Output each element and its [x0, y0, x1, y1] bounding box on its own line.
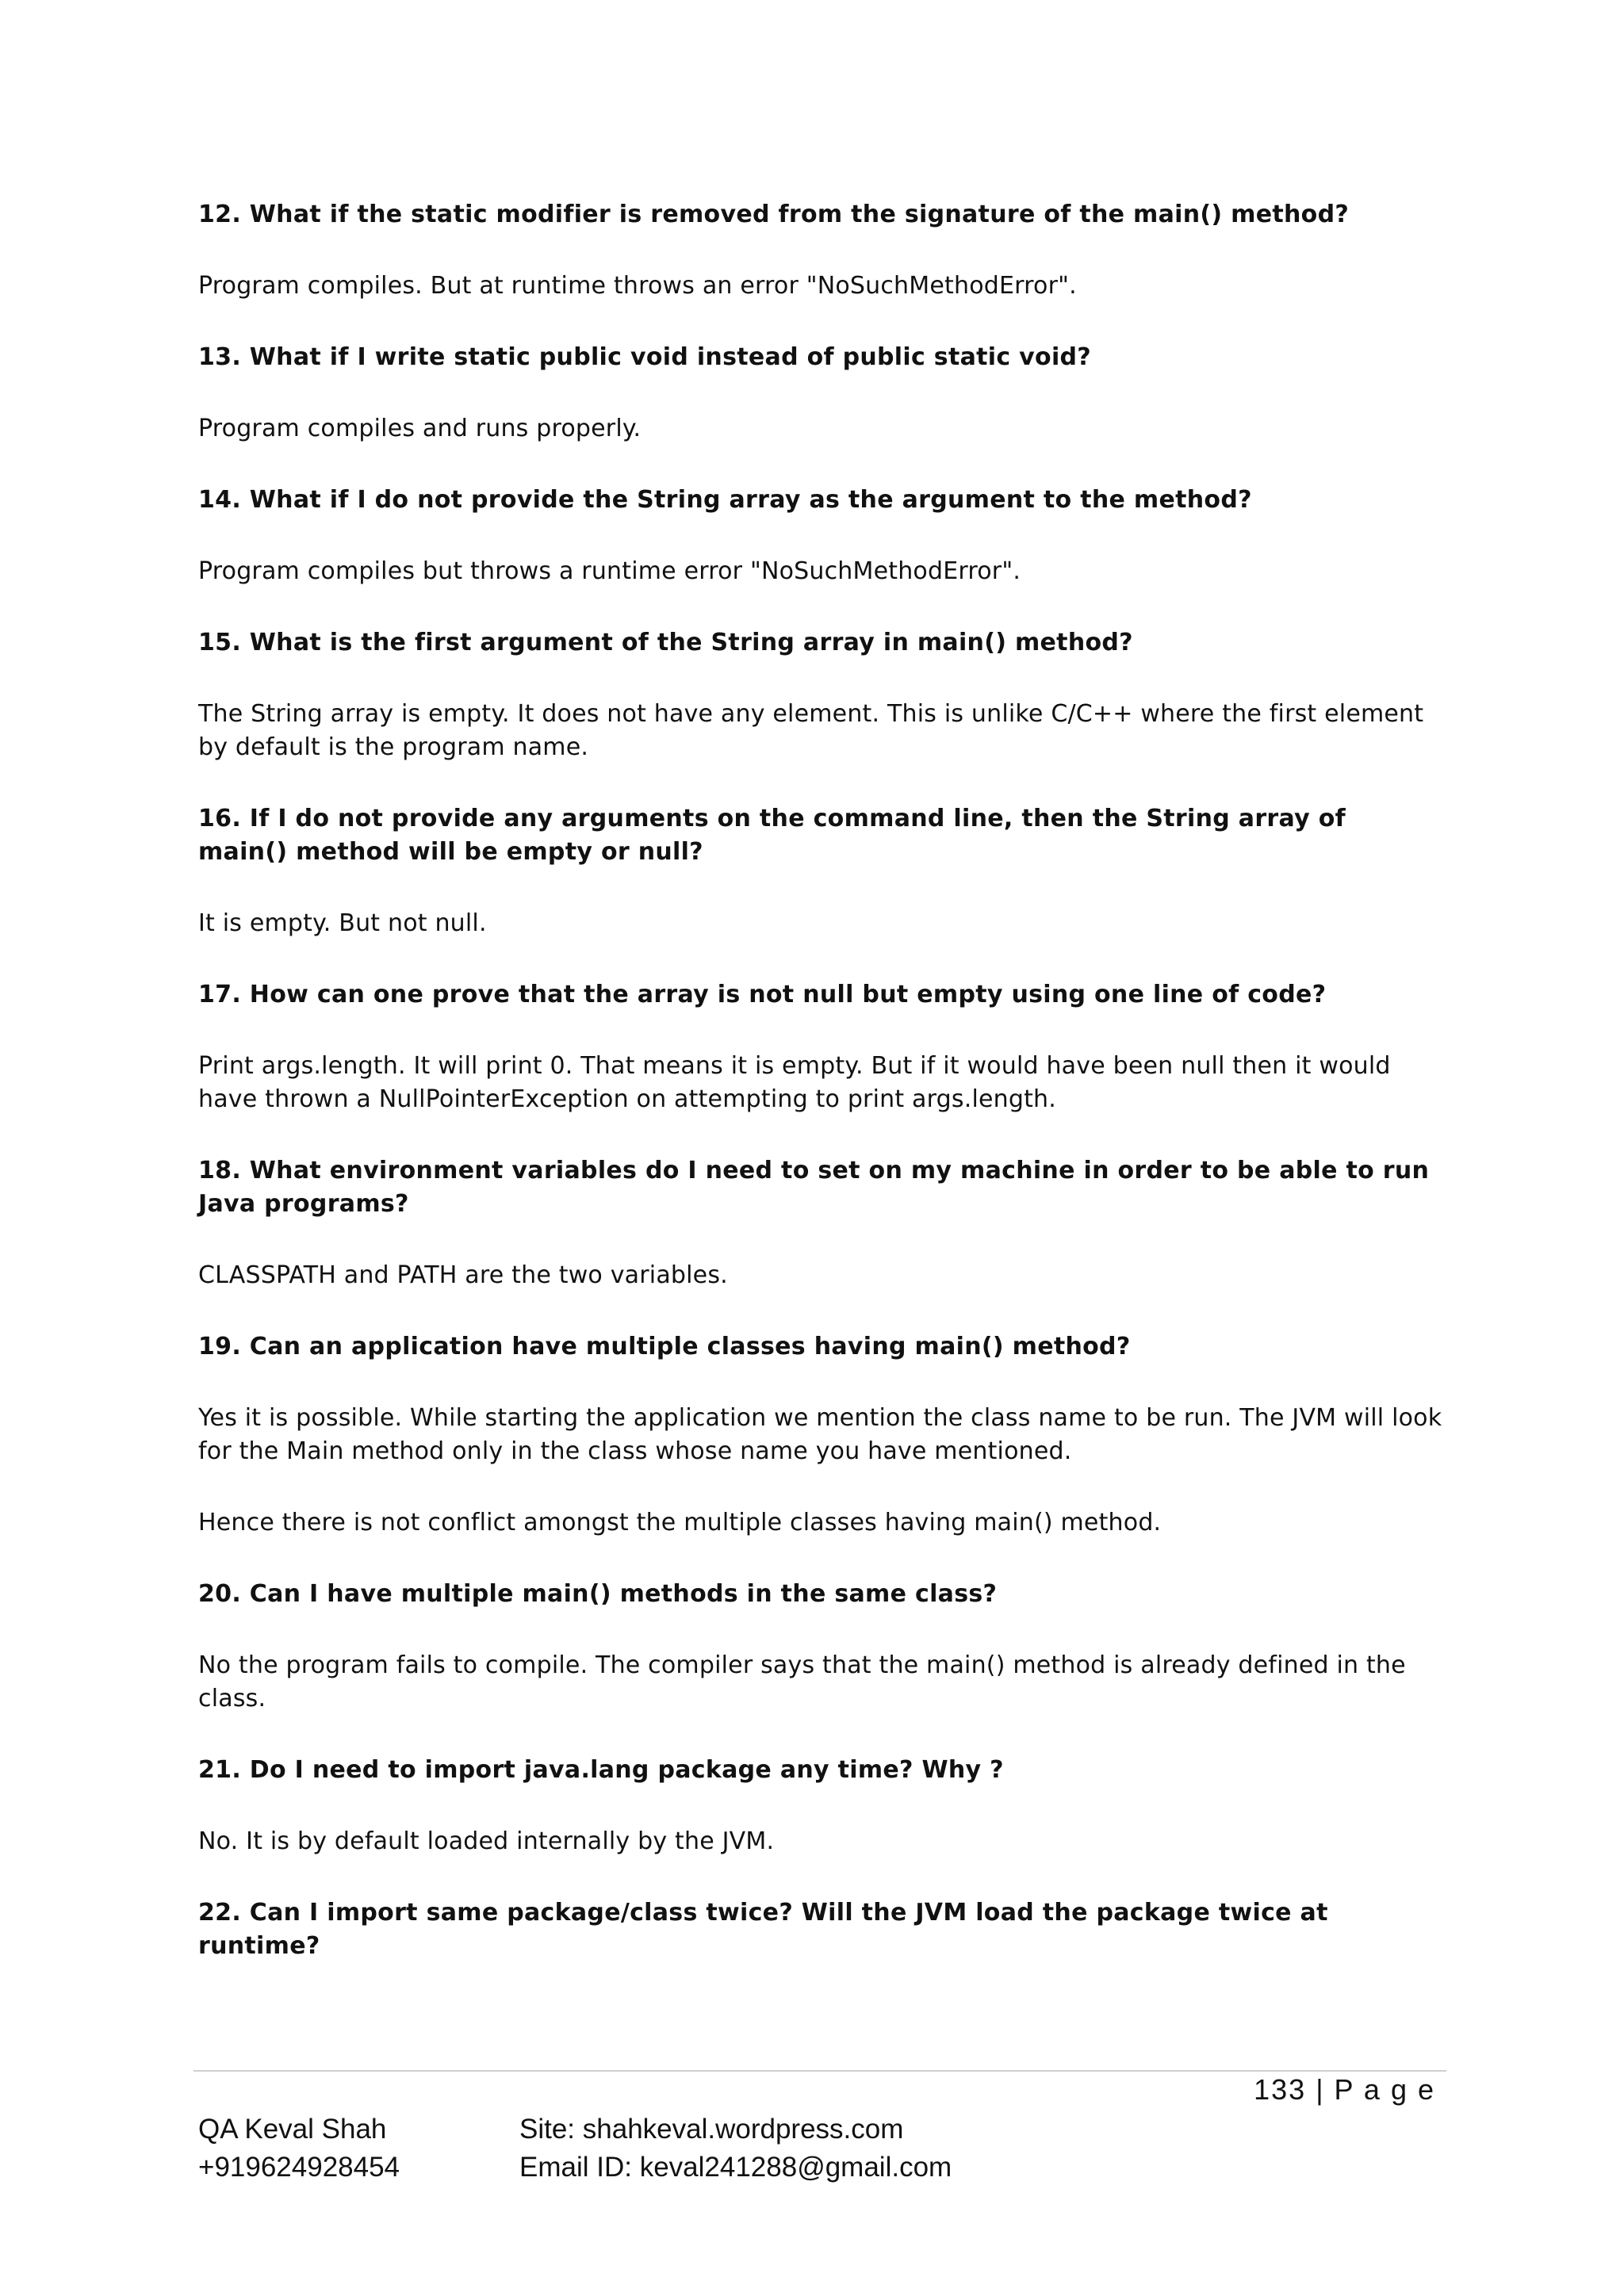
question-14: 14. What if I do not provide the String array as the argument to the method?	[198, 486, 1252, 514]
answer-21: No. It is by default loaded internally by the JVM.	[198, 1827, 775, 1855]
footer-author: QA Keval Shah	[198, 2114, 387, 2145]
document-body	[198, 198, 1443, 2001]
qa-item	[198, 1578, 1443, 1716]
answer-19-continued: Hence there is not conflict amongst the multiple classes having main() method.	[198, 1509, 1162, 1536]
qa-item	[198, 1896, 1443, 1963]
answer-20: No the program fails to compile. The compiler says that the main() method is already defined in the class.	[198, 1651, 1406, 1712]
answer-14: Program compiles but throws a runtime error "NoSuchMethodError".	[198, 557, 1021, 585]
footer-phone: +919624928454	[198, 2152, 400, 2183]
question-15: 15. What is the first argument of the String array in main() method?	[198, 629, 1133, 656]
qa-item	[198, 1754, 1443, 1858]
question-22: 22. Can I import same package/class twice? Will the JVM load the package twice at runtime?	[198, 1899, 1328, 1960]
qa-item	[198, 978, 1443, 1116]
answer-12: Program compiles. But at runtime throws an error "NoSuchMethodError".	[198, 272, 1077, 300]
footer-email: Email ID: keval241288@gmail.com	[519, 2152, 952, 2183]
question-13: 13. What if I write static public void instead of public static void?	[198, 343, 1092, 371]
qa-item	[198, 1154, 1443, 1292]
qa-item	[198, 1330, 1443, 1540]
answer-16: It is empty. But not null.	[198, 909, 487, 937]
answer-15: The String array is empty. It does not have any element. This is unlike C/C++ where the first element by default is the program name.	[198, 700, 1424, 761]
footer-contact-left	[198, 2110, 400, 2187]
footer-contact-right	[519, 2110, 952, 2187]
question-16: 16. If I do not provide any arguments on the command line, then the String array of main() method will be empty or null?	[198, 805, 1346, 866]
qa-item	[198, 341, 1443, 446]
answer-18: CLASSPATH and PATH are the two variables.	[198, 1261, 728, 1289]
question-17: 17. How can one prove that the array is not null but empty using one line of code?	[198, 981, 1327, 1008]
question-18: 18. What environment variables do I need to set on my machine in order to be able to run Java programs?	[198, 1157, 1430, 1218]
footer-site: Site: shahkeval.wordpress.com	[519, 2114, 904, 2145]
qa-item	[198, 626, 1443, 764]
qa-item	[198, 198, 1443, 303]
answer-17: Print args.length. It will print 0. That means it is empty. But if it would have been null then it would have thrown a NullPointerException on attempting to print args.length.	[198, 1052, 1391, 1113]
qa-item	[198, 484, 1443, 588]
answer-19: Yes it is possible. While starting the application we mention the class name to be run. The JVM will look for the Main method only in the class whose name you have mentioned.	[198, 1404, 1442, 1465]
question-21: 21. Do I need to import java.lang package any time? Why ?	[198, 1756, 1004, 1784]
question-19: 19. Can an application have multiple classes having main() method?	[198, 1333, 1131, 1360]
question-12: 12. What if the static modifier is removed from the signature of the main() method?	[198, 201, 1350, 228]
question-20: 20. Can I have multiple main() methods in the same class?	[198, 1580, 998, 1608]
page-number: 133 | P a g e	[1254, 2073, 1435, 2106]
footer-divider	[193, 2070, 1446, 2072]
qa-item	[198, 802, 1443, 940]
answer-13: Program compiles and runs properly.	[198, 415, 642, 442]
